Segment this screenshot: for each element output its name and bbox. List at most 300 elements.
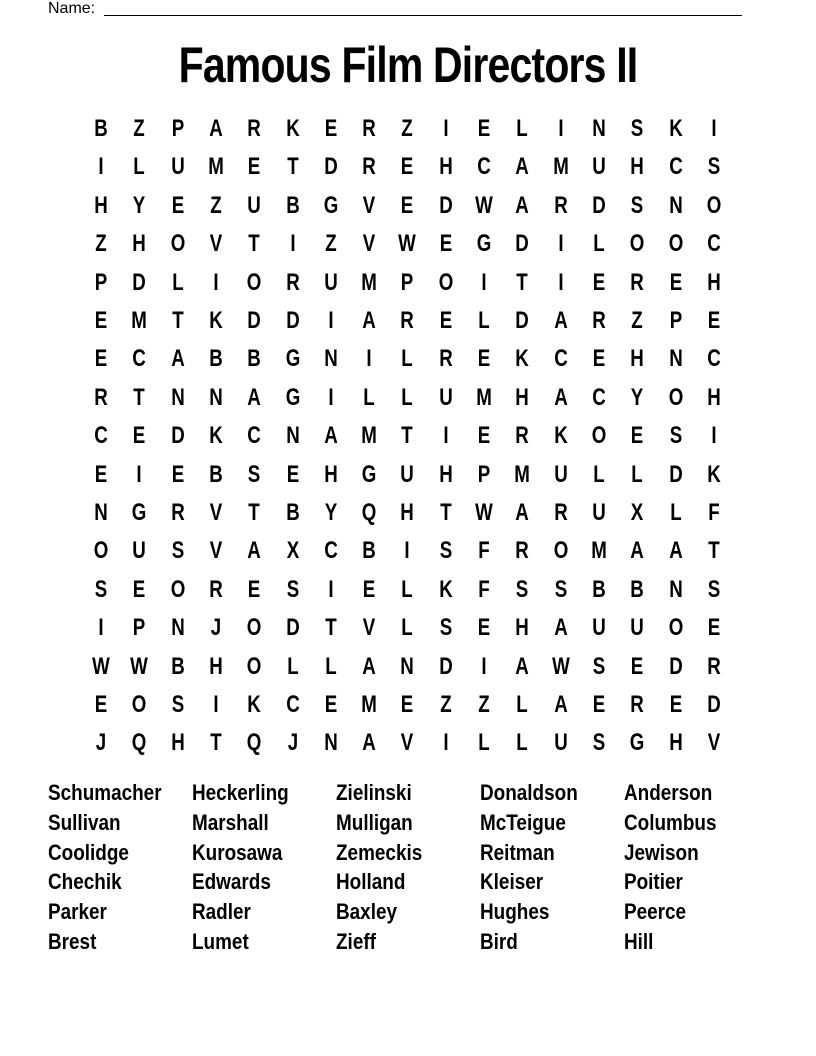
grid-letter: S xyxy=(286,575,299,603)
word-list-item: Parker xyxy=(48,899,107,925)
grid-letter: Q xyxy=(132,729,147,757)
grid-letter: V xyxy=(707,729,721,757)
grid-letter: C xyxy=(707,345,721,373)
grid-letter: E xyxy=(477,614,491,642)
grid-letter: O xyxy=(170,230,185,258)
grid-letter: U xyxy=(592,153,606,181)
grid-letter: D xyxy=(285,614,300,642)
grid-letter: U xyxy=(400,460,415,488)
grid-letter: O xyxy=(132,691,147,718)
grid-letter: D xyxy=(515,230,530,258)
grid-letter: H xyxy=(438,460,453,488)
grid-letter: N xyxy=(285,422,300,450)
grid-letter: A xyxy=(630,537,644,565)
grid-letter: I xyxy=(481,268,487,296)
grid-letter: A xyxy=(553,614,568,642)
name-field-line xyxy=(104,15,742,16)
grid-letter: L xyxy=(401,575,414,603)
grid-letter: H xyxy=(707,268,721,296)
grid-letter: R xyxy=(630,268,644,296)
grid-letter: Z xyxy=(133,115,146,142)
grid-letter: U xyxy=(132,537,147,565)
grid-letter: I xyxy=(557,115,564,142)
grid-letter: X xyxy=(630,499,644,526)
grid-letter: T xyxy=(516,268,529,296)
grid-letter: T xyxy=(286,153,299,181)
grid-letter: M xyxy=(591,537,607,565)
grid-letter: H xyxy=(707,383,721,411)
grid-letter: I xyxy=(443,115,449,142)
grid-letter: R xyxy=(592,307,606,334)
grid-letter: O xyxy=(93,537,109,565)
grid-letter: L xyxy=(593,460,605,488)
grid-letter: E xyxy=(401,691,414,718)
word-list-item: Edwards xyxy=(192,869,271,895)
grid-letter: V xyxy=(209,499,223,526)
grid-letter: K xyxy=(668,115,683,142)
grid-letter: I xyxy=(557,268,564,296)
grid-letter: D xyxy=(515,307,530,334)
grid-letter: B xyxy=(94,115,108,142)
grid-letter: K xyxy=(285,115,300,142)
grid-letter: E xyxy=(324,115,338,142)
grid-letter: T xyxy=(325,614,337,642)
grid-letter: L xyxy=(631,460,643,488)
word-list-item: Radler xyxy=(192,899,251,925)
grid-letter: Z xyxy=(95,230,107,258)
grid-letter: M xyxy=(514,460,531,488)
grid-letter: J xyxy=(287,729,298,757)
grid-letter: K xyxy=(707,460,721,488)
word-list-item: Columbus xyxy=(624,809,717,835)
grid-letter: P xyxy=(94,268,108,296)
grid-letter: V xyxy=(362,191,376,219)
grid-letter: O xyxy=(668,383,683,411)
grid-letter: R xyxy=(553,499,568,526)
grid-letter: U xyxy=(630,614,644,642)
grid-letter: N xyxy=(170,614,185,642)
grid-letter: D xyxy=(438,191,453,219)
grid-letter: P xyxy=(171,115,184,142)
word-list-item: Coolidge xyxy=(48,839,129,865)
grid-letter: M xyxy=(552,153,569,181)
word-list-item: Chechik xyxy=(48,869,122,895)
grid-letter: S xyxy=(630,115,644,142)
grid-letter: J xyxy=(210,614,222,642)
grid-letter: I xyxy=(557,230,564,258)
grid-letter: K xyxy=(553,422,568,450)
grid-letter: T xyxy=(210,729,222,757)
grid-letter: F xyxy=(708,499,720,526)
word-list-item: Mulligan xyxy=(336,809,413,835)
grid-letter: D xyxy=(132,268,147,296)
grid-letter: E xyxy=(94,307,108,334)
name-field-label: Name: xyxy=(48,0,96,17)
grid-letter: E xyxy=(247,153,261,181)
grid-letter: P xyxy=(669,307,682,334)
grid-letter: L xyxy=(325,652,337,680)
grid-letter: O xyxy=(668,614,683,642)
grid-letter: T xyxy=(248,230,260,258)
grid-letter: S xyxy=(707,153,721,181)
grid-letter: C xyxy=(553,345,568,373)
grid-letter: G xyxy=(629,729,645,757)
grid-letter: R xyxy=(362,153,376,181)
grid-letter: A xyxy=(515,191,530,219)
grid-letter: E xyxy=(477,115,491,142)
grid-letter: R xyxy=(400,307,415,334)
grid-letter: N xyxy=(324,345,338,373)
grid-letter: N xyxy=(668,191,683,219)
grid-letter: E xyxy=(324,691,338,718)
grid-letter: T xyxy=(248,499,260,526)
grid-letter: E xyxy=(286,460,299,488)
word-list-item: Donaldson xyxy=(480,780,578,805)
grid-letter: G xyxy=(476,230,492,258)
word-list-item: Kurosawa xyxy=(192,839,283,865)
grid-letter: C xyxy=(668,153,683,181)
word-list-item: Zemeckis xyxy=(336,839,423,865)
grid-letter: S xyxy=(554,575,567,603)
grid-letter: E xyxy=(477,345,491,373)
grid-letter: I xyxy=(404,537,410,565)
grid-letter: U xyxy=(170,153,185,181)
grid-letter: H xyxy=(630,345,644,373)
grid-letter: E xyxy=(592,345,606,373)
grid-letter: L xyxy=(593,230,605,258)
grid-letter: E xyxy=(630,422,644,450)
grid-letter: U xyxy=(438,383,453,411)
grid-letter: Z xyxy=(210,191,222,219)
word-list-item: Jewison xyxy=(624,839,699,865)
grid-letter: S xyxy=(94,575,108,603)
word-list-item: Kleiser xyxy=(480,869,544,895)
grid-letter: E xyxy=(707,307,721,334)
grid-letter: R xyxy=(247,115,261,142)
page-title: Famous Film Directors II xyxy=(178,37,638,93)
grid-letter: U xyxy=(247,191,261,219)
grid-letter: I xyxy=(328,307,334,334)
grid-letter: O xyxy=(668,230,683,258)
grid-letter: A xyxy=(553,307,568,334)
grid-letter: O xyxy=(438,268,453,296)
grid-letter: G xyxy=(361,460,377,488)
grid-letter: D xyxy=(285,307,300,334)
grid-letter: X xyxy=(286,537,299,565)
grid-letter: E xyxy=(592,691,606,718)
grid-letter: Z xyxy=(439,691,452,718)
grid-letter: H xyxy=(94,191,108,219)
grid-letter: H xyxy=(438,153,453,181)
grid-letter: O xyxy=(170,575,185,603)
grid-letter: Q xyxy=(361,499,377,526)
grid-letter: A xyxy=(553,383,568,411)
grid-letter: B xyxy=(209,345,223,373)
grid-letter: U xyxy=(553,460,568,488)
grid-letter: C xyxy=(592,383,606,411)
grid-letter: I xyxy=(481,652,487,680)
grid-letter: E xyxy=(133,422,146,450)
grid-letter: B xyxy=(592,575,606,603)
grid-letter: I xyxy=(443,422,449,450)
grid-letter: S xyxy=(171,537,184,565)
grid-letter: A xyxy=(247,383,261,411)
grid-letter: S xyxy=(592,729,606,757)
grid-letter: C xyxy=(132,345,147,373)
grid-letter: A xyxy=(668,537,683,565)
grid-letter: E xyxy=(669,268,682,296)
grid-letter: L xyxy=(401,614,414,642)
word-list-item: Baxley xyxy=(336,899,398,925)
grid-letter: C xyxy=(324,537,338,565)
grid-letter: Y xyxy=(324,499,338,526)
grid-letter: S xyxy=(669,422,682,450)
grid-letter: E xyxy=(669,691,682,718)
grid-letter: E xyxy=(707,614,721,642)
grid-letter: U xyxy=(592,499,606,526)
word-list-item: Hughes xyxy=(480,899,550,925)
grid-letter: P xyxy=(133,614,146,642)
word-list-item: Reitman xyxy=(480,839,555,865)
word-list-item: Peerce xyxy=(624,899,687,925)
grid-letter: I xyxy=(213,268,219,296)
word-list-item: Lumet xyxy=(192,929,249,954)
grid-letter: I xyxy=(366,345,372,373)
grid-letter: E xyxy=(94,460,108,488)
grid-letter: M xyxy=(361,422,377,450)
grid-letter: A xyxy=(170,345,185,373)
grid-letter: K xyxy=(209,307,223,334)
grid-letter: T xyxy=(439,499,452,526)
grid-letter: A xyxy=(324,422,338,450)
grid-letter: Y xyxy=(630,383,644,411)
grid-letter: N xyxy=(170,383,185,411)
grid-letter: R xyxy=(553,191,568,219)
grid-letter: Q xyxy=(246,729,262,757)
grid-letter: H xyxy=(515,383,530,411)
grid-letter: I xyxy=(711,422,717,450)
grid-letter: L xyxy=(286,652,299,680)
grid-letter: E xyxy=(247,575,261,603)
grid-letter: B xyxy=(247,345,261,373)
grid-letter: B xyxy=(209,460,223,488)
grid-letter: B xyxy=(285,191,300,219)
grid-letter: O xyxy=(629,230,645,258)
grid-letter: O xyxy=(246,268,262,296)
grid-letter: L xyxy=(516,729,529,757)
grid-letter: H xyxy=(630,153,644,181)
grid-letter: C xyxy=(94,422,108,450)
grid-letter: I xyxy=(443,729,449,757)
grid-letter: R xyxy=(438,345,453,373)
grid-letter: V xyxy=(362,230,376,258)
word-list-item: Marshall xyxy=(192,809,269,835)
word-list-item: Holland xyxy=(336,869,406,895)
grid-letter: H xyxy=(170,729,185,757)
grid-letter: N xyxy=(324,729,338,757)
grid-letter: G xyxy=(132,499,147,526)
grid-letter: O xyxy=(706,191,722,219)
grid-letter: O xyxy=(246,652,262,680)
grid-letter: I xyxy=(711,115,717,142)
word-list-item: McTeigue xyxy=(480,809,566,835)
grid-letter: M xyxy=(361,268,377,296)
grid-letter: D xyxy=(668,652,683,680)
word-list-item: Sullivan xyxy=(48,809,121,835)
grid-letter: A xyxy=(362,729,376,757)
grid-letter: I xyxy=(289,230,296,258)
grid-letter: S xyxy=(439,614,452,642)
grid-letter: L xyxy=(171,268,184,296)
grid-letter: W xyxy=(398,230,417,258)
grid-letter: R xyxy=(285,268,300,296)
grid-letter: B xyxy=(362,537,376,565)
grid-letter: V xyxy=(362,614,376,642)
grid-letter: I xyxy=(328,575,334,603)
grid-letter: O xyxy=(246,614,262,642)
grid-letter: M xyxy=(208,153,224,181)
grid-letter: E xyxy=(94,691,108,718)
grid-letter: V xyxy=(401,729,414,757)
grid-letter: K xyxy=(247,691,261,718)
grid-letter: T xyxy=(171,307,184,334)
grid-letter: L xyxy=(401,383,414,411)
grid-letter: R xyxy=(630,691,644,718)
grid-letter: W xyxy=(475,499,493,526)
grid-letter: T xyxy=(133,383,146,411)
grid-letter: E xyxy=(171,191,184,219)
grid-letter: H xyxy=(324,460,338,488)
grid-letter: D xyxy=(247,307,261,334)
grid-letter: K xyxy=(515,345,530,373)
grid-letter: U xyxy=(324,268,338,296)
grid-letter: A xyxy=(515,652,530,680)
grid-letter: A xyxy=(553,691,568,718)
grid-letter: E xyxy=(171,460,184,488)
grid-letter: Z xyxy=(631,307,643,334)
grid-letter: L xyxy=(478,729,490,757)
grid-letter: P xyxy=(477,460,491,488)
grid-letter: Z xyxy=(401,115,414,142)
grid-letter: V xyxy=(209,230,223,258)
grid-letter: T xyxy=(401,422,414,450)
word-list-item: Zieff xyxy=(336,929,376,954)
grid-letter: R xyxy=(707,652,721,680)
grid-letter: W xyxy=(551,652,570,680)
word-list-item: Zielinski xyxy=(336,780,412,805)
grid-letter: E xyxy=(592,268,606,296)
grid-letter: F xyxy=(478,537,490,565)
grid-letter: A xyxy=(362,652,376,680)
grid-letter: I xyxy=(98,614,104,642)
grid-letter: E xyxy=(362,575,376,603)
grid-letter: O xyxy=(591,422,607,450)
grid-letter: L xyxy=(401,345,414,373)
grid-letter: A xyxy=(515,499,530,526)
grid-letter: R xyxy=(515,422,530,450)
grid-letter: H xyxy=(209,652,223,680)
grid-letter: N xyxy=(592,115,606,142)
grid-letter: D xyxy=(438,652,453,680)
grid-letter: W xyxy=(475,191,493,219)
grid-letter: E xyxy=(630,652,644,680)
grid-letter: D xyxy=(592,191,606,219)
word-list-item: Heckerling xyxy=(192,780,289,805)
grid-letter: D xyxy=(170,422,185,450)
grid-letter: O xyxy=(553,537,568,565)
grid-letter: I xyxy=(98,153,104,181)
grid-letter: D xyxy=(707,691,721,718)
grid-letter: W xyxy=(92,652,110,680)
grid-letter: G xyxy=(323,191,339,219)
grid-letter: H xyxy=(515,614,530,642)
word-list-item: Brest xyxy=(48,929,97,954)
grid-letter: T xyxy=(708,537,720,565)
word-list-item: Schumacher xyxy=(48,780,162,805)
grid-letter: E xyxy=(401,153,414,181)
grid-letter: N xyxy=(400,652,415,680)
grid-letter: E xyxy=(439,307,452,334)
grid-letter: M xyxy=(131,307,148,334)
grid-letter: L xyxy=(516,691,529,718)
grid-letter: S xyxy=(630,191,644,219)
grid-letter: R xyxy=(515,537,530,565)
grid-letter: H xyxy=(400,499,415,526)
grid-letter: B xyxy=(170,652,185,680)
grid-letter: D xyxy=(324,153,338,181)
grid-letter: L xyxy=(669,499,682,526)
grid-letter: L xyxy=(478,307,490,334)
grid-letter: C xyxy=(707,230,721,258)
grid-letter: J xyxy=(95,729,107,757)
grid-letter: G xyxy=(285,345,300,373)
grid-letter: E xyxy=(94,345,108,373)
word-list-item: Hill xyxy=(624,929,654,954)
grid-letter: N xyxy=(209,383,223,411)
grid-letter: C xyxy=(477,153,491,181)
grid-letter: C xyxy=(285,691,300,718)
grid-letter: N xyxy=(668,345,683,373)
grid-letter: G xyxy=(285,383,300,411)
grid-letter: A xyxy=(362,307,376,334)
grid-letter: D xyxy=(668,460,683,488)
grid-letter: S xyxy=(707,575,721,603)
grid-letter: U xyxy=(592,614,606,642)
grid-letter: R xyxy=(362,115,376,142)
grid-letter: S xyxy=(592,652,606,680)
grid-letter: I xyxy=(136,460,142,488)
grid-letter: I xyxy=(213,691,219,718)
grid-letter: Z xyxy=(325,230,337,258)
grid-letter: F xyxy=(478,575,490,603)
grid-letter: B xyxy=(285,499,300,526)
grid-letter: H xyxy=(668,729,683,757)
grid-letter: N xyxy=(94,499,108,526)
grid-letter: K xyxy=(209,422,223,450)
grid-letter: K xyxy=(438,575,453,603)
grid-letter: A xyxy=(209,115,223,142)
word-list-item: Bird xyxy=(480,929,518,954)
grid-letter: Y xyxy=(133,191,146,219)
grid-letter: M xyxy=(361,691,377,718)
word-list-item: Anderson xyxy=(624,780,713,805)
grid-letter: E xyxy=(439,230,452,258)
grid-letter: M xyxy=(476,383,492,411)
grid-letter: I xyxy=(328,383,334,411)
grid-letter: A xyxy=(247,537,261,565)
grid-letter: P xyxy=(401,268,414,296)
grid-letter: B xyxy=(630,575,644,603)
